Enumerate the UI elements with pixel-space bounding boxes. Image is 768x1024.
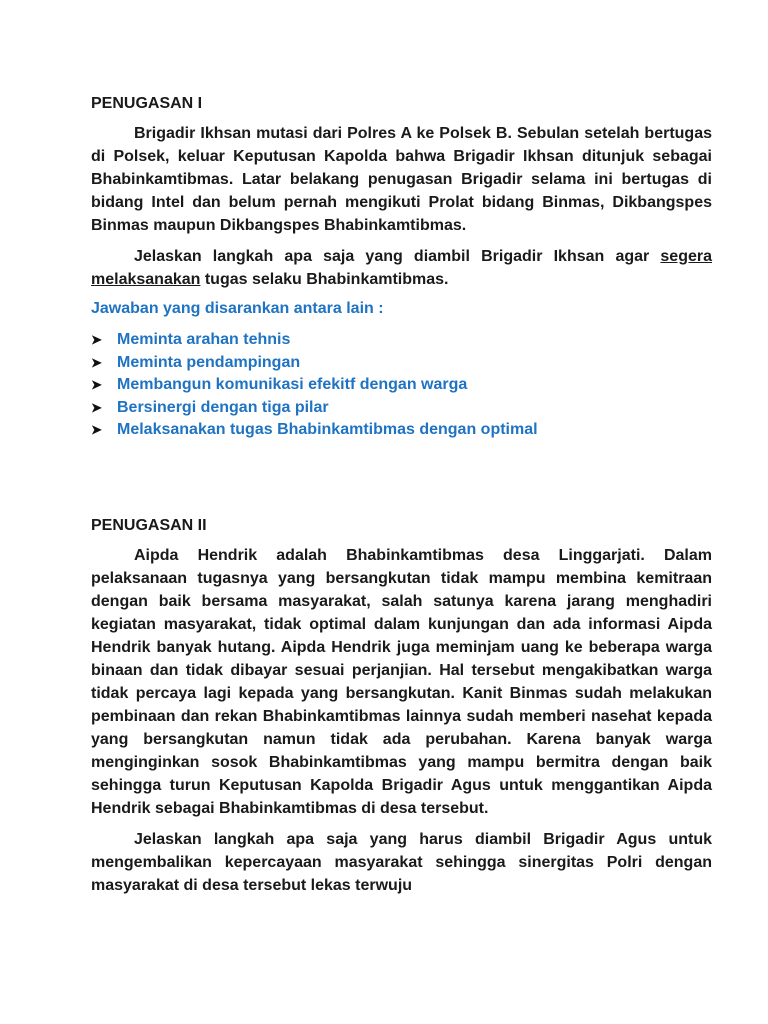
answer-text: Membangun komunikasi efekitf dengan warga: [117, 376, 468, 393]
list-item: [91, 374, 712, 397]
arrowhead-bullet-icon: ➤: [91, 399, 102, 415]
answer-text: Meminta arahan tehnis: [117, 331, 291, 348]
question-text: Jelaskan langkah apa saja yang diambil Brigadir Ikhsan agar: [134, 248, 661, 265]
answer-heading: Jawaban yang disarankan antara lain :: [91, 300, 384, 317]
question-paragraph: [91, 245, 712, 291]
section-penugasan-1: [91, 94, 712, 442]
arrowhead-bullet-icon: ➤: [91, 354, 102, 370]
section-heading: PENUGASAN II: [91, 516, 207, 534]
question-text-end: tugas selaku Bhabinkamtibmas.: [200, 271, 449, 288]
answer-text: Bersinergi dengan tiga pilar: [117, 398, 329, 416]
list-item: [91, 329, 712, 352]
list-item: [91, 419, 712, 442]
arrowhead-bullet-icon: ➤: [91, 422, 102, 437]
arrowhead-bullet-icon: ➤: [91, 332, 102, 347]
case-paragraph: Aipda Hendrik adalah Bhabinkamtibmas desa Linggarjati. Dalam pelaksanaan tugasnya yang bersangkutan tidak mampu membina kemitraan dengan baik bersama masyarakat, salah satunya karena jarang menghadiri kegiatan masyarakat, tidak optimal dalam kunjungan dan ada informasi Aipda Hendrik banyak hutang. Aipda Hendrik juga meminjam uang ke beberapa warga binaan dan tidak dibayar sesuai perjanjian. Hal tersebut mengakibatkan warga tidak percaya lagi kepada yang bersangkutan. Kanit Binmas sudah melakukan pembinaan dan rekan Bhabinkamtibmas lainnya sudah memberi nasehat kepada yang bersangkutan namun tidak ada perubahan. Karena banyak warga menginginkan sosok Bhabinkamtibmas yang mampu bermitra dengan baik sehingga turun Keputusan Kapolda Brigadir Agus untuk menggantikan Aipda Hendrik sebagai Bhabinkamtibmas di desa tersebut.: [91, 546, 712, 817]
arrowhead-bullet-icon: ➤: [91, 377, 102, 392]
answer-text: Melaksanakan tugas Bhabinkamtibmas dengan optimal: [117, 421, 538, 438]
underlined-text: segera melaksanakan: [91, 248, 712, 288]
section-heading: PENUGASAN I: [91, 95, 203, 112]
list-item: [91, 397, 712, 420]
list-item: [91, 352, 712, 375]
answer-text: Meminta pendampingan: [117, 353, 301, 371]
section-penugasan-2: [91, 516, 712, 897]
answer-list: [91, 329, 712, 442]
question-paragraph: Jelaskan langkah apa saja yang harus diambil Brigadir Agus untuk mengembalikan kepercayaan masyarakat sehingga sinergitas Polri dengan masyarakat di desa tersebut lekas terwuju: [91, 830, 712, 894]
case-paragraph: Brigadir Ikhsan mutasi dari Polres A ke Polsek B. Sebulan setelah bertugas di Polsek, keluar Keputusan Kapolda bahwa Brigadir Ikhsan ditunjuk sebagai Bhabinkamtibmas. Latar belakang penugasan Brigadir selama ini bertugas di bidang Intel dan belum pernah mengikuti Prolat bidang Binmas, Dikbangspes Binmas maupun Dikbangspes Bhabinkamtibmas.: [91, 125, 712, 234]
